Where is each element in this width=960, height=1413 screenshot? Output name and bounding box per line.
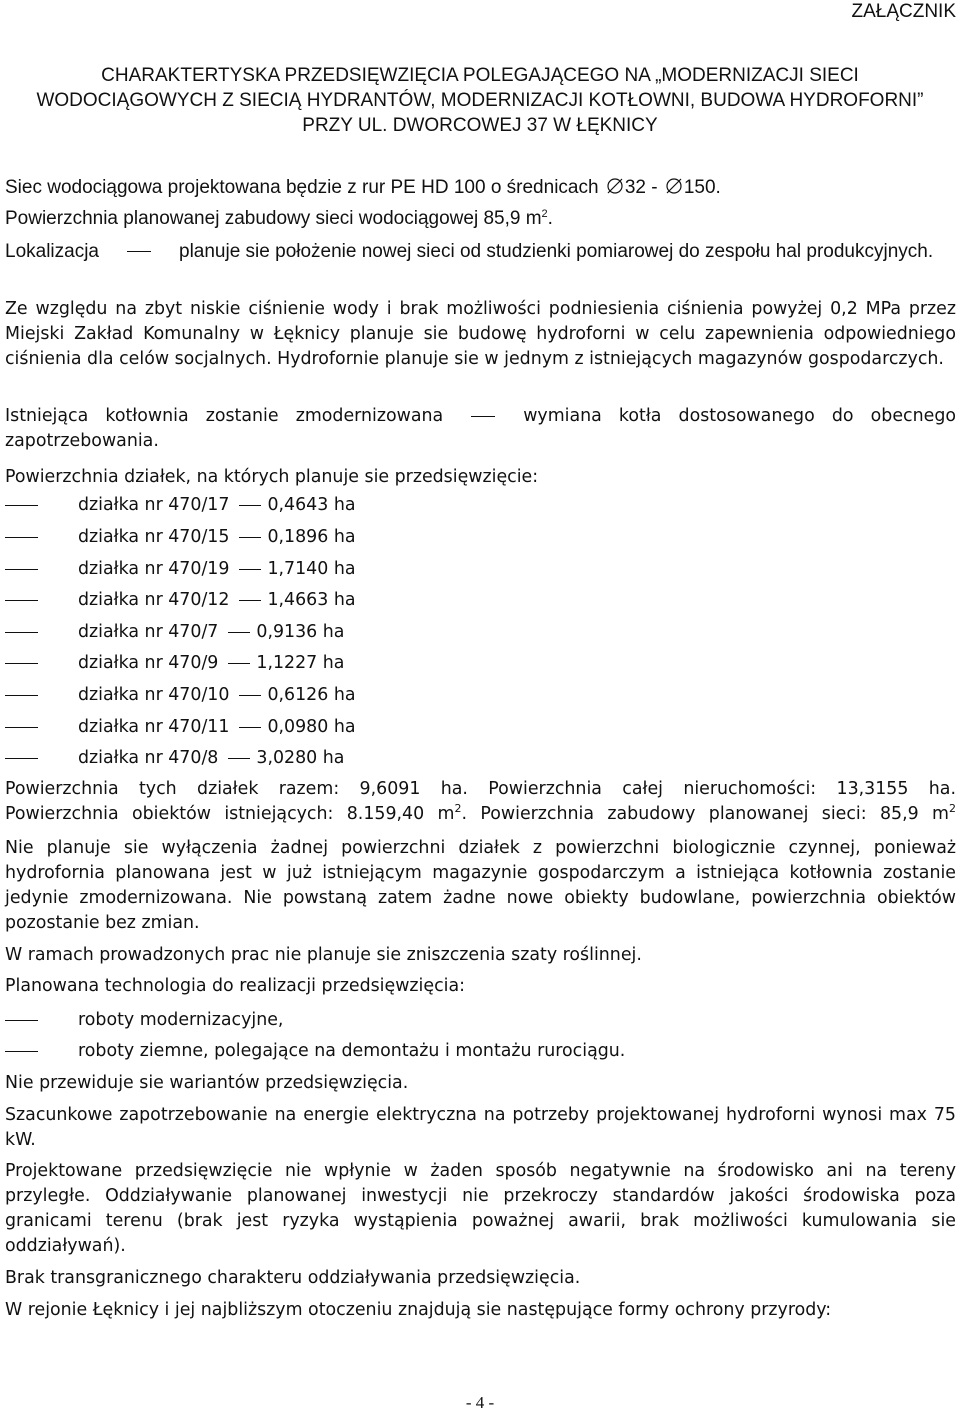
boiler-paragraph: Istniejąca kotłownia zostanie zmodernizowana wymiana kotła dostosowanego do obecnego zapotrzebowania. [5,406,956,451]
bullet-dash-icon [5,600,38,601]
bullet-dash-icon [5,727,38,728]
technology-intro: Planowana technologia do realizacji przedsięwzięcia: [5,976,465,996]
bullet-dash-icon [5,663,38,664]
bullet-dash-icon [5,1051,38,1052]
page-number: - 4 - [465,1393,495,1412]
dash-icon [239,505,261,506]
transboundary-paragraph: Brak transgranicznego charakteru oddziaływania przedsięwzięcia. [5,1268,581,1288]
list-item: działka nr 470/19 1,7140 ha [5,557,356,582]
impact-paragraph: Projektowane przedsięwzięcie nie wpłynie w żaden sposób negatywnie na środowisko ani na tereny przyległe. Oddziaływanie planowanej inwestycji nie przekroczy standardów jakości środowiska poza granicami terenu (brak jest ryzyka wystąpienia poważnej awarii, brak możliwości kumulowania sie oddziaływań). [5,1161,956,1256]
list-item: działka nr 470/11 0,0980 ha [5,715,356,740]
dash-icon [228,663,250,664]
energy-paragraph: Szacunkowe zapotrzebowanie na energie elektryczna na potrzeby projektowanej hydroforni wynosi max 75 kW. [5,1105,956,1150]
building-area-line: Powierzchnia obiektów istniejących: 8.159,40 $m^2$. Powierzchnia zabudowy planowanej sieci: 85,9 $m^2$ [5,802,956,824]
dash-icon [127,251,151,252]
list-item: działka nr 470/10 0,6126 ha [5,683,356,708]
bullet-dash-icon [5,695,38,696]
variants-paragraph: Nie przewiduje sie wariantów przedsięwzięcia. [5,1073,409,1093]
diameter-icon [606,177,624,195]
dash-icon [239,727,261,728]
bullet-dash-icon [5,569,38,570]
list-item: roboty modernizacyjne, [5,1008,283,1033]
bullet-dash-icon [5,505,38,506]
location-paragraph: Lokalizacja planuje sie położenie nowej sieci od studzienki pomiarowej do zespołu hal produkcyjnych. [5,241,934,262]
dash-icon [239,569,261,570]
dash-icon [239,600,261,601]
bullet-dash-icon [5,758,38,759]
dash-icon [239,537,261,538]
title-line: CHARAKTERTYSKA PRZEDSIĘWZIĘCIA POLEGAJĄCEGO NA „MODERNIZACJI SIECI [101,65,859,86]
list-item: roboty ziemne, polegające na demontażu i montażu rurociągu. [5,1039,625,1064]
total-area-line: Powierzchnia tych działek razem: 9,6091 ha. Powierzchnia całej nieruchomości: 13,3155 ha. [5,779,956,799]
document-title [0,63,960,138]
list-item: działka nr 470/7 0,9136 ha [5,620,344,645]
list-item: działka nr 470/12 1,4663 ha [5,588,356,613]
dash-icon [228,632,250,633]
bullet-dash-icon [5,537,38,538]
annex-label: ZAŁĄCZNIK [851,1,956,22]
dash-icon [239,695,261,696]
vegetation-paragraph: W ramach prowadzonych prac nie planuje sie zniszczenia szaty roślinnej. [5,945,642,965]
dash-icon [471,416,495,417]
network-area-paragraph: Powierzchnia planowanej zabudowy sieci wodociągowej 85,9 $m^2$. [5,208,553,229]
bullet-dash-icon [5,1020,38,1021]
hydrofornia-paragraph: Ze względu na zbyt niskie ciśnienie wody i brak możliwości podniesienia ciśnienia powyżej 0,2 MPa przez Miejski Zakład Komunalny w Łęknicy planuje sie budowę hydroforni w celu zapewnienia odpowiedniego ciśnienia dla celów socjalnych. Hydrofornie planuje sie w jednym z istniejących magazynów gospodarczych. [5,299,956,369]
exclusion-paragraph: Nie planuje sie wyłączenia żadnej powierzchni działek z powierzchni biologicznie czynnej, ponieważ hydrofornia planowana jest w już istniejącym magazynie gospodarczym a istniejąca kotłownia zostanie jedynie zmodernizowana. Nie powstaną zatem żadne nowe obiekty budowlane, powierzchnia obiektów pozostanie bez zmian. [5,838,956,933]
bullet-dash-icon [5,632,38,633]
list-item: działka nr 470/9 1,1227 ha [5,651,344,676]
list-item: działka nr 470/17 0,4643 ha [5,493,356,518]
protection-paragraph: W rejonie Łęknicy i jej najbliższym otoczeniu znajdują sie następujące formy ochrony przyrody: [5,1300,832,1320]
plots-intro: Powierzchnia działek, na których planuje sie przedsięwzięcie: [5,467,539,487]
pipe-paragraph: Siec wodociągowa projektowana będzie z rur PE HD 100 o średnicach 32 - 150. [5,177,721,198]
list-item: działka nr 470/15 0,1896 ha [5,525,356,550]
dash-icon [228,758,250,759]
title-line: WODOCIĄGOWYCH Z SIECIĄ HYDRANTÓW, MODERNIZACJI KOTŁOWNI, BUDOWA HYDROFORNI” [36,90,924,111]
title-line: PRZY UL. DWORCOWEJ 37 W ŁĘKNICY [302,115,658,136]
list-item: działka nr 470/8 3,0280 ha [5,746,344,771]
diameter-icon [665,177,683,195]
